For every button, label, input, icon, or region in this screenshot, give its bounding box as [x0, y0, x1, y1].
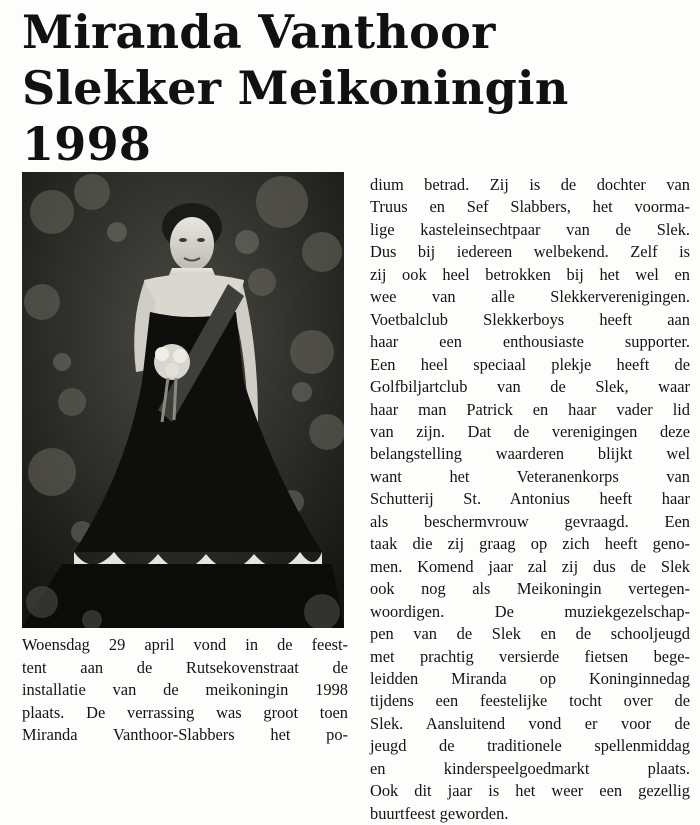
caption-line: Woensdag 29 april vond in de feest-: [22, 635, 348, 654]
headline-line: Miranda Vanthoor: [22, 5, 496, 59]
body-line: Een heel speciaal plekje heeft de: [370, 354, 690, 374]
headline-line: Slekker Meikoningin: [22, 61, 569, 115]
body-line: woordigen. De muziekgezelschap-: [370, 601, 690, 621]
body-line: ook nog als Meikoningin vertegen-: [370, 579, 690, 599]
headline: [22, 4, 682, 172]
article-body-column: [370, 174, 690, 825]
photo-caption: [22, 634, 348, 747]
body-line: Voetbalclub Slekkerboys heeft aan: [370, 309, 690, 329]
caption-line: Miranda Vanthoor-Slabbers het po-: [22, 725, 348, 744]
body-line: tijdens een feestelijke tocht over de: [370, 691, 690, 711]
body-line: want het Veteranenkorps van: [370, 466, 690, 486]
caption-line: installatie van de meikoningin 1998: [22, 680, 348, 699]
body-line: Dus bij iedereen welbekend. Zelf is: [370, 242, 690, 262]
body-line: haar een enthousiaste supporter.: [370, 332, 690, 352]
body-line: en kinderspeelgoedmarkt plaats.: [370, 758, 690, 778]
body-line: van zijn. Dat de verenigingen deze: [370, 421, 690, 441]
body-line: wee van alle Slekkerverenigingen.: [370, 287, 690, 307]
body-line: zij ook heel betrokken bij het wel en: [370, 264, 690, 284]
body-line: dium betrad. Zij is de dochter van: [370, 175, 690, 194]
body-line: Truus en Sef Slabbers, het voorma-: [370, 197, 690, 217]
body-line: Golfbiljartclub van de Slek, waar: [370, 377, 690, 397]
caption-line: plaats. De verrassing was groot toen: [22, 702, 348, 722]
article-photo: [22, 172, 344, 628]
body-line: Schutterij St. Antonius heeft haar: [370, 489, 690, 509]
body-line: leidden Miranda op Koninginnedag: [370, 668, 690, 688]
body-line: Ook dit jaar is het weer een gezellig: [370, 781, 690, 801]
body-line: buurtfeest geworden.: [370, 803, 509, 823]
body-line: als beschermvrouw gevraagd. Een: [370, 511, 690, 531]
body-line: belangstelling waarderen blijkt wel: [370, 444, 690, 464]
body-line: haar man Patrick en haar vader lid: [370, 399, 690, 419]
body-line: met prachtig versierde fietsen bege-: [370, 646, 690, 666]
body-line: Slek. Aansluitend vond er voor de: [370, 713, 690, 733]
body-line: pen van de Slek en de schooljeugd: [370, 624, 690, 644]
body-line: taak die zij graag op zich heeft geno-: [370, 534, 690, 554]
headline-line: 1998: [22, 117, 152, 171]
body-line: men. Komend jaar zal zij dus de Slek: [370, 556, 690, 576]
body-line: jeugd de traditionele spellenmiddag: [370, 736, 690, 756]
body-line: lige kasteleinsechtpaar van de Slek.: [370, 219, 690, 239]
photo-queen-in-gown-icon: [22, 172, 344, 628]
caption-line: tent aan de Rutsekovenstraat de: [22, 657, 348, 677]
